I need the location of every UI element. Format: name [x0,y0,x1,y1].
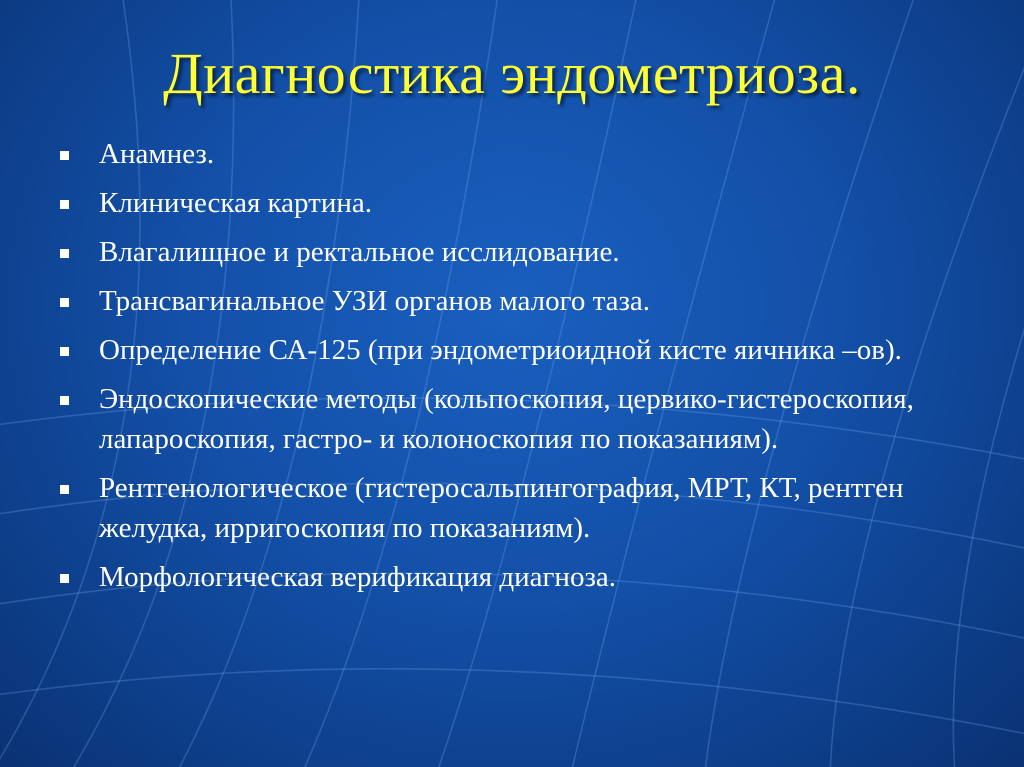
bullet-item-morphological-verification [60,557,960,597]
bullet-list [60,134,960,606]
square-bullet-icon [60,249,69,258]
bullet-item-radiological [60,468,960,548]
bullet-text: Клиническая картина. [99,187,373,219]
bullet-text: Эндоскопические методы (кольпоскопия, цервико-гистероскопия, лапароскопия, гастро- и колоноскопия по показаниям). [99,383,914,455]
square-bullet-icon [60,574,69,583]
bullet-item-anamnesis [60,134,960,174]
bullet-item-vaginal-rectal-exam [60,232,960,272]
bullet-text: Анамнез. [99,138,215,170]
square-bullet-icon [60,347,69,356]
slide-title: Диагностика эндометриоза. [163,41,861,106]
square-bullet-icon [60,485,69,494]
bullet-item-clinical-picture [60,183,960,223]
bullet-text: Трансвагинальное УЗИ органов малого таза. [99,285,651,317]
square-bullet-icon [60,396,69,405]
bullet-text: Рентгенологическое (гистеросальпингография, МРТ, КТ, рентген желудка, ирригоскопия по показаниям). [99,472,904,544]
bullet-text: Определение СА-125 (при эндометриоидной кисте яичника –ов). [99,334,902,366]
square-bullet-icon [60,200,69,209]
bullet-text: Морфологическая верификация диагноза. [99,561,617,593]
square-bullet-icon [60,151,69,160]
bullet-item-ca125 [60,330,960,370]
bullet-text: Влагалищное и ректальное исслидование. [99,236,620,268]
bullet-item-transvaginal-ultrasound [60,281,960,321]
bullet-item-endoscopic-methods [60,379,960,459]
square-bullet-icon [60,298,69,307]
